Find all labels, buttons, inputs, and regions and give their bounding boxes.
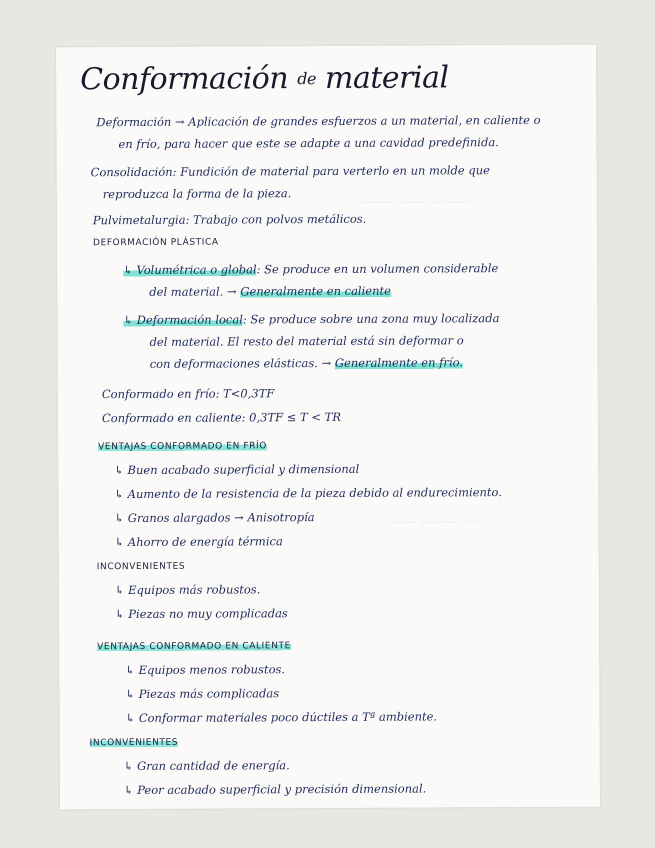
ventajas-caliente-item-1: ↳ Equipos menos robustos. — [125, 662, 286, 678]
local-note: Generalmente en frío. — [334, 355, 464, 370]
heading-deformacion-plastica: DEFORMACIÓN PLÁSTICA — [93, 237, 219, 249]
definition-pulvimetalurgia: Pulvimetalurgia: Trabajo con polvos metálicos. — [92, 211, 367, 228]
volumetrica-note: Generalmente en caliente — [240, 283, 391, 299]
definition-deformacion-line-1: Deformación → Aplicación de grandes esfuerzos a un material, en caliente o — [96, 112, 541, 130]
definition-deformacion-line-2: en frío, para hacer que este se adapte a una cavidad predefinida. — [118, 135, 499, 152]
volumetrica-term: ↳ Volumétrica o global — [123, 262, 257, 278]
volumetrica-line-1 — [123, 263, 498, 276]
local-desc: : Se produce sobre una zona muy localizada — [242, 311, 500, 327]
inconvenientes-caliente-item-2: ↳ Peor acabado superficial y precisión dimensional. — [123, 781, 427, 798]
definition-consolidacion-line-1: Consolidación: Fundición de material para verterlo en un molde que — [90, 163, 490, 180]
heading-ventajas-frio — [98, 442, 267, 452]
page-title — [80, 60, 449, 98]
ventajas-frio-item-3: ↳ Granos alargados → Anisotropía — [114, 510, 315, 526]
inconvenientes-caliente-item-1: ↳ Gran cantidad de energía. — [123, 758, 290, 774]
volumetrica-line-2 — [149, 283, 391, 299]
inconvenientes-frio-item-2: ↳ Piezas no muy complicadas — [114, 606, 288, 622]
title-end: material — [324, 60, 449, 97]
ventajas-caliente-item-2: ↳ Piezas más complicadas — [125, 686, 280, 702]
local-line-2: del material. El resto del material está sin deformar o — [149, 333, 464, 349]
ventajas-frio-item-4: ↳ Ahorro de energía térmica — [114, 534, 283, 550]
local-line-3 — [150, 357, 463, 370]
local-continuation: con deformaciones elásticas. → — [149, 355, 332, 371]
title-main: Conformación — [80, 61, 289, 98]
local-line-1 — [123, 313, 499, 326]
volumetrica-continuation: del material. → — [149, 284, 237, 299]
ventajas-caliente-item-3: ↳ Conformar materiales poco dúctiles a Tª ambiente. — [125, 709, 438, 726]
title-joiner: de — [297, 69, 316, 89]
definition-consolidacion-line-2: reproduzca la forma de la pieza. — [102, 186, 292, 202]
conformado-frio: Conformado en frío: T<0,3TF — [101, 386, 275, 402]
heading-ventajas-caliente-text: VENTAJAS CONFORMADO EN CALIENTE — [97, 641, 291, 653]
notebook-page — [56, 45, 600, 810]
heading-ventajas-caliente — [97, 642, 291, 652]
ventajas-frio-item-1: ↳ Buen acabado superficial y dimensional — [114, 461, 360, 478]
ventajas-frio-item-2: ↳ Aumento de la resistencia de la pieza debido al endurecimiento. — [114, 485, 502, 502]
heading-ventajas-frio-text: VENTAJAS CONFORMADO EN FRÍO — [98, 441, 267, 453]
inconvenientes-frio-item-1: ↳ Equipos más robustos. — [114, 582, 261, 598]
heading-inconvenientes-caliente-text: INCONVENIENTES — [89, 737, 179, 749]
local-term: ↳ Deformación local — [123, 312, 243, 328]
show-through-decoration: ~~~~ ~~~ ~~~~~ — [356, 195, 475, 209]
volumetrica-desc: : Se produce en un volumen considerable — [256, 261, 499, 277]
heading-inconvenientes-caliente — [90, 739, 178, 748]
show-through-decoration: ~~~ ~~~~ ~~ — [388, 515, 479, 529]
heading-inconvenientes-frio: INCONVENIENTES — [96, 561, 186, 573]
conformado-caliente: Conformado en caliente: 0,3TF ≤ T < TR — [101, 409, 342, 426]
